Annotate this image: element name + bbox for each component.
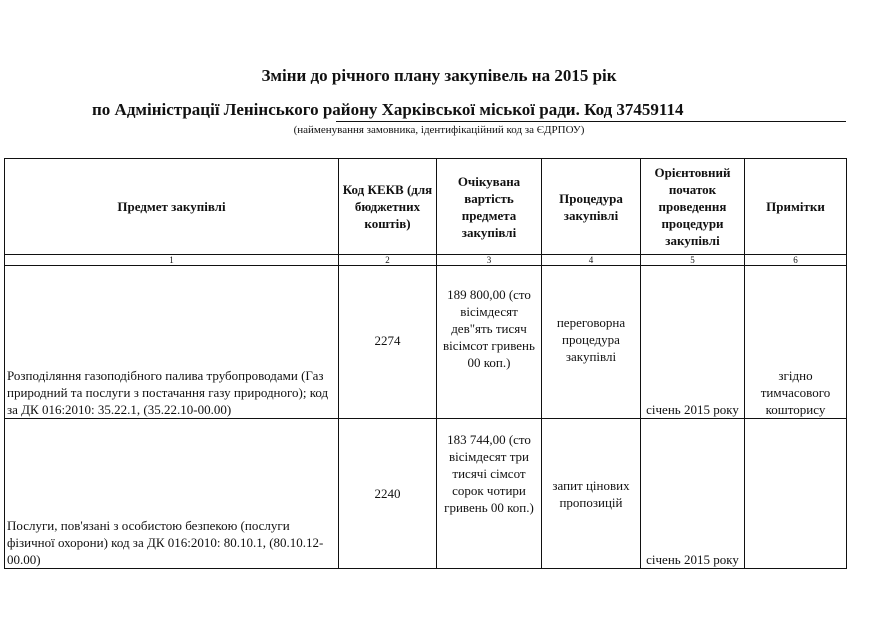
cell-notes: згідно тимчасового кошторису — [745, 266, 847, 419]
table-row — [5, 266, 847, 419]
column-number-row — [5, 255, 847, 266]
cell-start-date: січень 2015 року — [641, 266, 745, 419]
column-number: 1 — [5, 255, 339, 266]
header-start-date: Орієнтовний початок проведення процедури закупівлі — [641, 159, 745, 255]
document-title: Зміни до річного плану закупівель на 2015 рік — [261, 66, 617, 85]
cell-expected-cost: 189 800,00 (сто вісімдесят дев"ять тисяч вісімсот гривень 00 коп.) — [437, 266, 542, 419]
column-number: 2 — [339, 255, 437, 266]
cell-subject: Розподіляння газоподібного палива трубопроводами (Газ природний та послуги з постачання газу природного); код за ДК 016:2010: 35.22.1, (35.22.10-00.00) — [5, 266, 339, 419]
cell-kekv-code: 2240 — [339, 419, 437, 569]
header-expected-cost: Очікувана вартість предмета закупівлі — [437, 159, 542, 255]
procurement-table — [4, 158, 847, 569]
header-notes: Примітки — [745, 159, 847, 255]
customer-caption: (найменування замовника, ідентифікаційний код за ЄДРПОУ) — [293, 124, 585, 136]
column-number: 3 — [437, 255, 542, 266]
column-number: 6 — [745, 255, 847, 266]
document-subtitle: по Адміністрації Ленінського району Харківської міської ради. Код 37459114 — [92, 100, 684, 119]
header-subject: Предмет закупівлі — [5, 159, 339, 255]
header-procedure: Процедура закупівлі — [542, 159, 641, 255]
cell-notes — [745, 419, 847, 569]
column-number: 4 — [542, 255, 641, 266]
column-number: 5 — [641, 255, 745, 266]
header-kekv-code: Код КЕКВ (для бюджетних коштів) — [339, 159, 437, 255]
cell-procedure: запит цінових пропозицій — [542, 419, 641, 569]
cell-expected-cost: 183 744,00 (сто вісімдесят три тисячі сімсот сорок чотири гривень 00 коп.) — [437, 419, 542, 569]
cell-procedure: переговорна процедура закупівлі — [542, 266, 641, 419]
table-header-row — [5, 159, 847, 255]
underline-divider — [336, 121, 846, 122]
cell-subject: Послуги, пов'язані з особистою безпекою (послуги фізичної охорони) код за ДК 016:2010: 80.10.1, (80.10.12-00.00) — [5, 419, 339, 569]
cell-start-date: січень 2015 року — [641, 419, 745, 569]
table-row — [5, 419, 847, 569]
cell-kekv-code: 2274 — [339, 266, 437, 419]
